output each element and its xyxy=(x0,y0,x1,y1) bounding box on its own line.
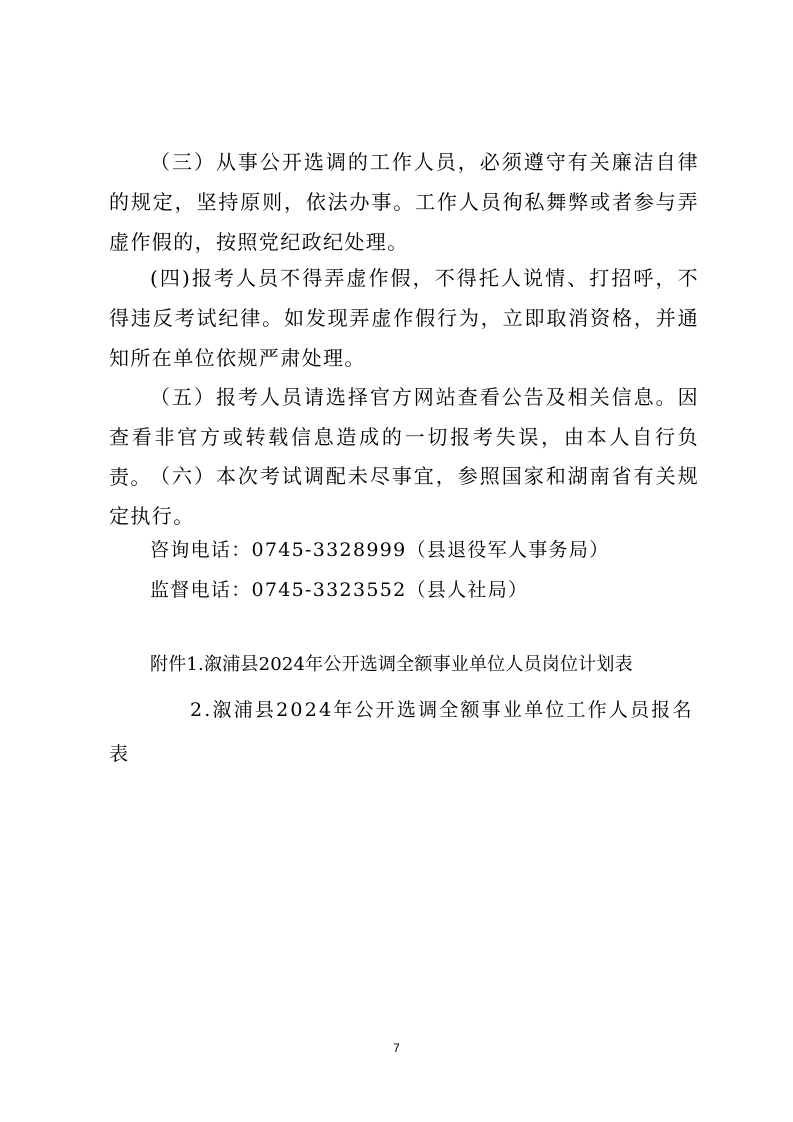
inquiry-phone-line: 咨询电话：0745-3328999（县退役军人事务局） xyxy=(150,539,610,561)
paragraph-section-five: （五）报考人员请选择官方网站查看公告及相关信息。因查看非官方或转载信息造成的一切报考失误，由本人自行负责。 xyxy=(109,385,699,489)
paragraph-section-six: （六）本次考试调配未尽事宜，参照国家和湖南省有关规定执行。 xyxy=(109,464,699,528)
attachment-item-2: 2.溆浦县2024年公开选调全额事业单位工作人员报名表 xyxy=(109,699,694,765)
paragraph-section-four: (四)报考人员不得弄虚作假，不得托人说情、打招呼，不得违反考试纪律。如发现弄虚作假行为，立即取消资格，并通知所在单位依规严肃处理。 xyxy=(109,266,699,370)
supervision-phone-line: 监督电话：0745-3323552（县人社局） xyxy=(150,579,529,601)
attachment-item-1: 附件1.溆浦县2024年公开选调全额事业单位人员岗位计划表 xyxy=(150,654,633,675)
page-number: 7 xyxy=(393,1041,400,1055)
paragraph-section-three: （三）从事公开选调的工作人员，必须遵守有关廉洁自律的规定，坚持原则，依法办事。工作人员徇私舞弊或者参与弄虚作假的，按照党纪政纪处理。 xyxy=(109,150,699,254)
